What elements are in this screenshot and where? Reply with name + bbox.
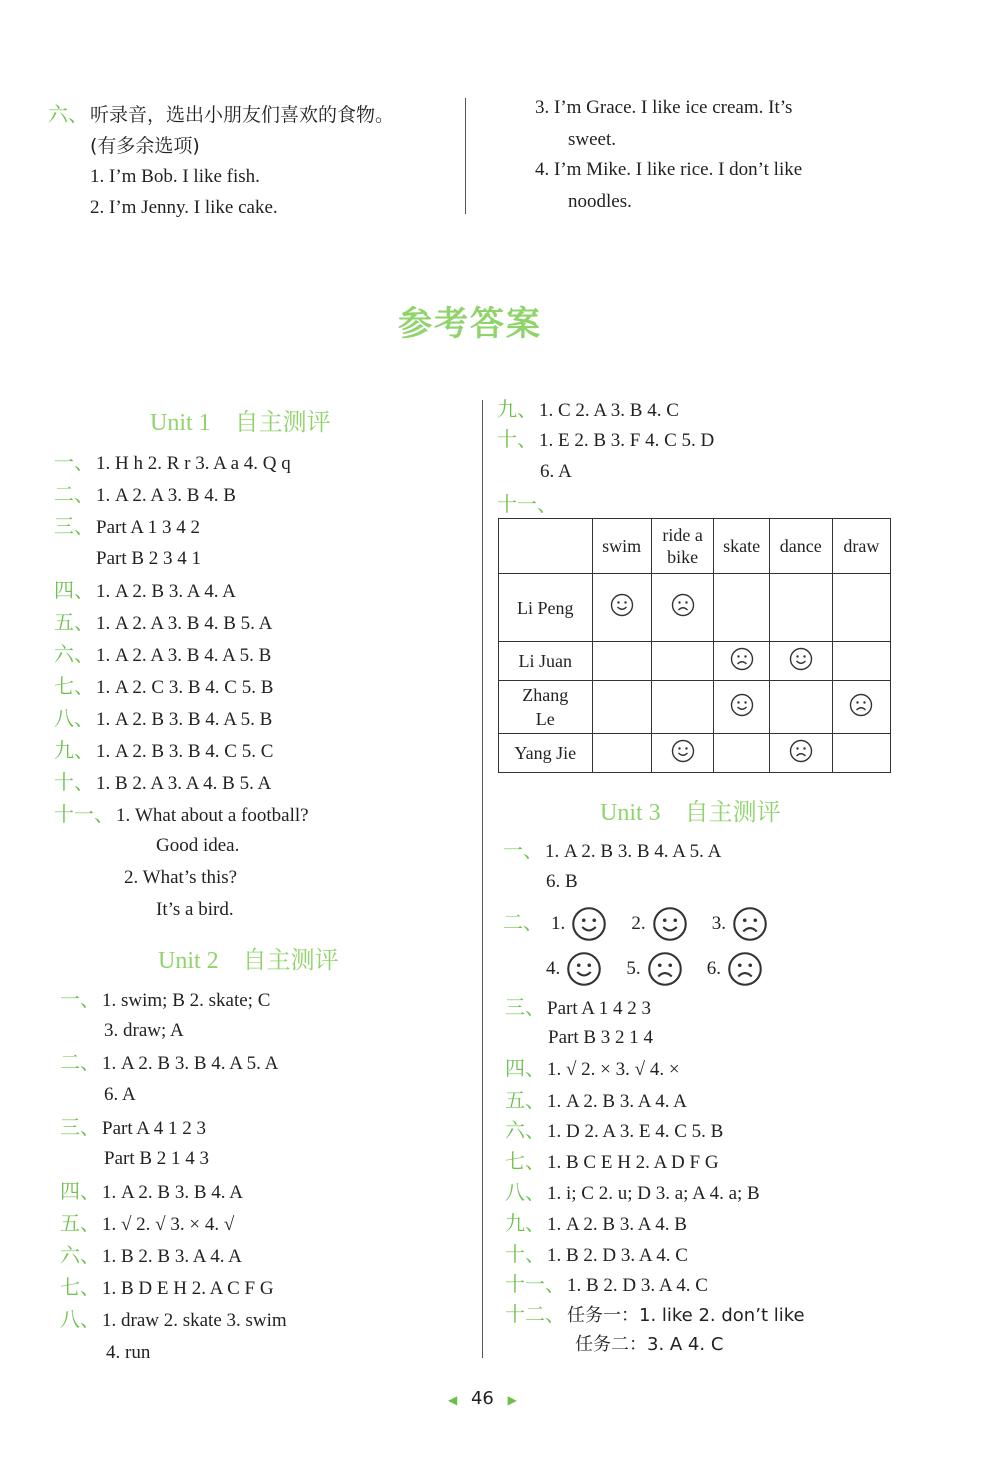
- top-item-3: 3. I’m Grace. I like ice cream. It’s: [535, 97, 793, 118]
- u1-row-6: 六、 1. A 2. A 3. B 4. A 5. B: [54, 642, 272, 666]
- u1-row-5: 五、 1. A 2. A 3. B 4. B 5. A: [54, 610, 273, 634]
- table-header: swim: [592, 519, 651, 574]
- smiley-icon: [730, 693, 754, 717]
- table-row-name: Li Peng: [499, 574, 593, 642]
- table-row-name: Yang Jie: [499, 734, 593, 773]
- top-question-line1: 六、 听录音，选出小朋友们喜欢的食物。: [48, 102, 395, 126]
- u1-row-1: 一、 1. H h 2. R r 3. A a 4. Q q: [54, 450, 291, 474]
- u2-row-2: 二、 1. A 2. B 3. B 4. A 5. A: [60, 1050, 279, 1074]
- top-item-3-cont: sweet.: [568, 129, 617, 150]
- table-header: skate: [714, 519, 769, 574]
- u2-row-5: 五、 1. √ 2. √ 3. × 4. √: [60, 1211, 235, 1235]
- top-item-4-cont: noodles.: [568, 191, 632, 212]
- r-row-10: 十、 1. E 2. B 3. F 4. C 5. D: [497, 427, 715, 451]
- table-cell: [592, 574, 651, 642]
- u2-row-3b: Part B 2 1 4 3: [104, 1148, 210, 1169]
- u2-row-7: 七、 1. B D E H 2. A C F G: [60, 1275, 274, 1299]
- u3-row-12b: 任务二：3. A 4. C: [575, 1334, 724, 1355]
- table-cell: [592, 734, 651, 773]
- u2-row-8: 八、 1. draw 2. skate 3. swim: [60, 1307, 287, 1331]
- table-cell: [714, 574, 769, 642]
- table-row: [499, 734, 891, 773]
- triangle-left-icon: ◀: [448, 1393, 458, 1407]
- u1-row-7: 七、 1. A 2. C 3. B 4. C 5. B: [54, 674, 274, 698]
- table-cell: [592, 642, 651, 681]
- u3-row-5: 五、 1. A 2. B 3. A 4. A: [505, 1088, 687, 1112]
- u3-row-9: 九、 1. A 2. B 3. A 4. B: [505, 1211, 687, 1235]
- u2-row-3a: 三、 Part A 4 1 2 3: [60, 1115, 206, 1139]
- sad-face-icon: [849, 693, 873, 717]
- face-label: 2.: [631, 913, 646, 934]
- unit1-heading: Unit 1 自主测评: [150, 408, 331, 436]
- top-question-line2: (有多余选项): [90, 135, 200, 157]
- unit2-heading: Unit 2 自主测评: [158, 946, 339, 974]
- table-cell: [651, 642, 714, 681]
- table-row-name: Li Juan: [499, 642, 593, 681]
- answer-table: [498, 518, 891, 773]
- u2-row-2b: 6. A: [104, 1084, 136, 1105]
- table-cell: [832, 734, 890, 773]
- top-item-2: 2. I’m Jenny. I like cake.: [90, 197, 278, 218]
- r-row-10b: 6. A: [540, 461, 572, 482]
- sad-face-icon: [647, 951, 683, 987]
- table-cell: [592, 681, 651, 734]
- u2-row-8b: 4. run: [106, 1342, 151, 1363]
- u2-row-4: 四、 1. A 2. B 3. B 4. A: [60, 1179, 243, 1203]
- table-header: dance: [769, 519, 832, 574]
- table-row: [499, 681, 891, 734]
- u1-row-8: 八、 1. A 2. B 3. B 4. A 5. B: [54, 706, 273, 730]
- smiley-icon: [610, 593, 634, 617]
- u1-row-4: 四、 1. A 2. B 3. A 4. A: [54, 578, 236, 602]
- table-cell: [651, 681, 714, 734]
- sad-face-icon: [732, 906, 768, 942]
- top-item-4: 4. I’m Mike. I like rice. I don’t like: [535, 159, 803, 180]
- table-cell: [651, 574, 714, 642]
- face-label: 4.: [546, 958, 561, 979]
- u3-row-1b: 6. B: [546, 871, 578, 892]
- face-label: 3.: [711, 913, 726, 934]
- r-row-11: 十一、: [497, 492, 557, 516]
- u2-row-1: 一、 1. swim; B 2. skate; C: [60, 987, 271, 1011]
- table-cell: [651, 734, 714, 773]
- face-label: 1.: [551, 913, 566, 934]
- u1-row-11: 十一、 1. What about a football?: [54, 802, 309, 826]
- u3-row-12: 十二、 任务一：1. like 2. don’t like: [505, 1302, 805, 1326]
- u3-row-8: 八、 1. i; C 2. u; D 3. a; A 4. a; B: [505, 1180, 760, 1204]
- table-cell: [832, 681, 890, 734]
- sad-face-icon: [727, 951, 763, 987]
- table-corner: [499, 519, 593, 574]
- u3-row-1: 一、 1. A 2. B 3. B 4. A 5. A: [503, 838, 722, 862]
- r-row-9: 九、 1. C 2. A 3. B 4. C: [497, 397, 679, 421]
- u3-row-3b: Part B 3 2 1 4: [548, 1027, 654, 1048]
- face-label: 5.: [626, 958, 641, 979]
- sad-face-icon: [730, 647, 754, 671]
- top-item-1: 1. I’m Bob. I like fish.: [90, 166, 260, 187]
- middle-divider: [482, 400, 483, 1358]
- table-row: [499, 642, 891, 681]
- table-cell: [714, 642, 769, 681]
- table-row-name: Zhang Le: [499, 681, 593, 734]
- table-cell: [769, 681, 832, 734]
- page-number: ◀ 46 ▶: [448, 1388, 517, 1409]
- smiley-icon: [789, 647, 813, 671]
- u1-row-2: 二、 1. A 2. A 3. B 4. B: [54, 482, 236, 506]
- table-cell: [714, 734, 769, 773]
- u2-row-6: 六、 1. B 2. B 3. A 4. A: [60, 1243, 242, 1267]
- u3-faces-row2: [546, 948, 763, 988]
- u3-row-6: 六、 1. D 2. A 3. E 4. C 5. B: [505, 1118, 724, 1142]
- u3-row-10: 十、 1. B 2. D 3. A 4. C: [505, 1242, 688, 1266]
- sad-face-icon: [671, 593, 695, 617]
- smiley-icon: [566, 951, 602, 987]
- table-cell: [832, 642, 890, 681]
- table-cell: [769, 642, 832, 681]
- table-header: ride a bike: [651, 519, 714, 574]
- u1-row-9: 九、 1. A 2. B 3. B 4. C 5. C: [54, 738, 274, 762]
- u3-row-3a: 三、 Part A 1 4 2 3: [505, 995, 651, 1019]
- triangle-right-icon: ▶: [507, 1393, 517, 1407]
- u3-row-7: 七、 1. B C E H 2. A D F G: [505, 1149, 719, 1173]
- table-cell: [714, 681, 769, 734]
- u1-row-11-2b: It’s a bird.: [156, 899, 234, 920]
- u3-row-11: 十一、 1. B 2. D 3. A 4. C: [505, 1272, 708, 1296]
- u1-row-3b: Part B 2 3 4 1: [96, 548, 202, 569]
- table-row: [499, 574, 891, 642]
- question-marker: 六、: [48, 102, 88, 126]
- top-divider: [465, 98, 466, 214]
- table-cell: [832, 574, 890, 642]
- u1-row-11-2: 2. What’s this?: [124, 867, 238, 888]
- u3-row-4: 四、 1. √ 2. × 3. √ 4. ×: [505, 1056, 680, 1080]
- u1-row-10: 十、 1. B 2. A 3. A 4. B 5. A: [54, 770, 272, 794]
- smiley-icon: [671, 739, 695, 763]
- face-label: 6.: [706, 958, 721, 979]
- smiley-icon: [571, 906, 607, 942]
- table-cell: [769, 734, 832, 773]
- table-cell: [769, 574, 832, 642]
- u1-row-3a: 三、 Part A 1 3 4 2: [54, 514, 200, 538]
- unit3-heading: Unit 3 自主测评: [600, 798, 781, 826]
- page-title: 参考答案: [398, 304, 542, 344]
- u2-row-1b: 3. draw; A: [104, 1020, 184, 1041]
- sad-face-icon: [789, 739, 813, 763]
- smiley-icon: [652, 906, 688, 942]
- u1-row-11-1b: Good idea.: [156, 835, 240, 856]
- table-header: draw: [832, 519, 890, 574]
- u3-faces-row1: 二、 1. 2. 3.: [503, 902, 768, 942]
